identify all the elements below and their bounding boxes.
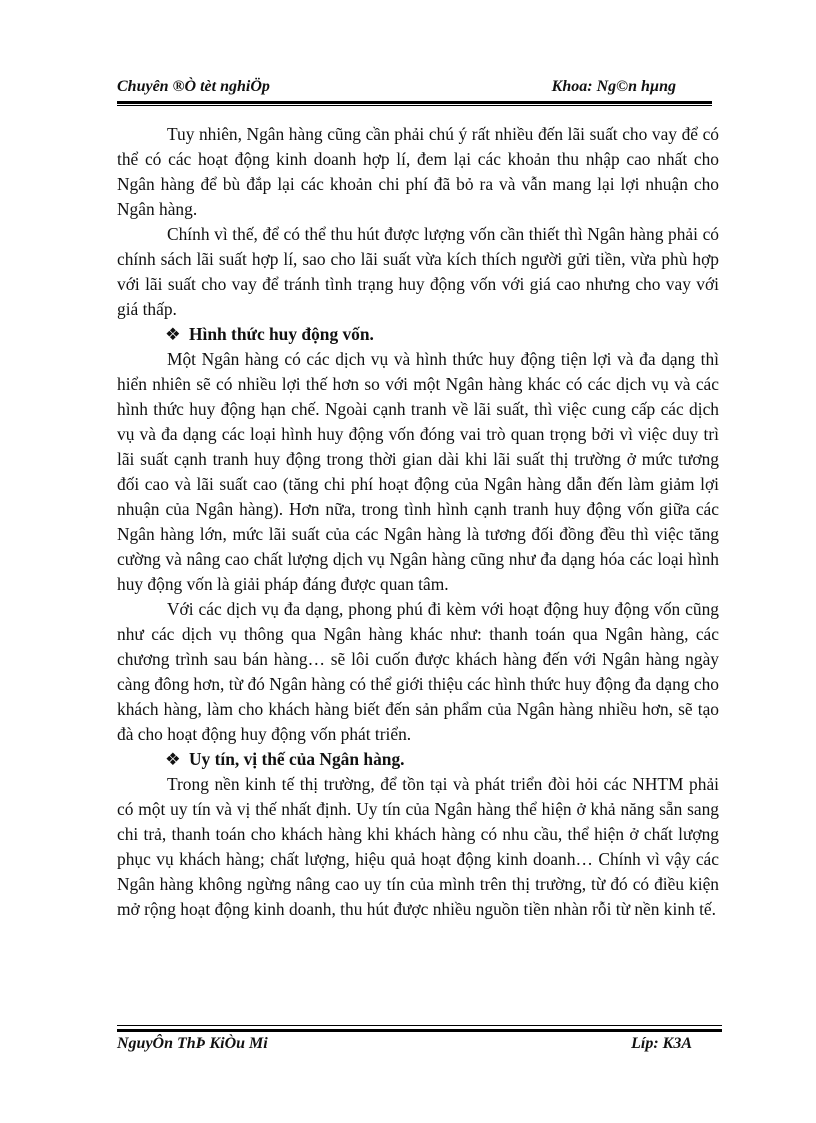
- diamond-bullet-icon: ❖: [165, 749, 181, 769]
- heading-text: Uy tín, vị thế của Ngân hàng.: [189, 749, 405, 769]
- header-rule-thin: [117, 105, 712, 106]
- section-heading-reputation: [117, 747, 719, 772]
- header-rule-thick: [117, 101, 712, 104]
- paragraph-services-diversity: Một Ngân hàng có các dịch vụ và hình thức huy động tiện lợi và đa dạng thì hiển nhiên sẽ có nhiều lợi thế hơn so với một Ngân hàng khác có các dịch vụ và các hình thức huy động hạn chế. Ngoài cạnh tranh về lãi suất, thì việc cung cấp các dịch vụ và đa dạng các loại hình huy động vốn đóng vai trò quan trọng bởi vì việc duy trì lãi suất cạnh tranh huy động trong thời gian dài khi lãi suất thị trường ở mức tương đối cao và lãi suất cao (tăng chi phí hoạt động của Ngân hàng dẫn đến làm giảm lợi nhuận của Ngân hàng). Hơn nữa, trong tình hình cạnh tranh huy động vốn giữa các Ngân hàng lớn, mức lãi suất của các Ngân hàng là tương đối đồng đều thì việc tăng cường và nâng cao chất lượng dịch vụ Ngân hàng cũng như đa dạng hóa các loại hình huy động vốn là giải pháp đáng được quan tâm.: [117, 349, 719, 594]
- paragraph-reputation: Trong nền kinh tế thị trường, để tồn tại và phát triển đòi hỏi các NHTM phải có một uy tín và vị thế nhất định. Uy tín của Ngân hàng thể hiện ở khả năng sẵn sang chi trả, thanh toán cho khách hàng khi khách hàng có nhu cầu, thể hiện ở chất lượng phục vụ khách hàng; chất lượng, hiệu quả hoạt động kinh doanh… Chính vì vậy các Ngân hàng không ngừng nâng cao uy tín của mình trên thị trường, từ đó có điều kiện mở rộng hoạt động kinh doanh, thu hút được nhiều nguồn tiền nhàn rỗi từ nền kinh tế.: [117, 774, 719, 919]
- footer-class: Líp: K3A: [631, 1035, 692, 1052]
- paragraph-interest-rate: Tuy nhiên, Ngân hàng cũng cần phải chú ý rất nhiều đến lãi suất cho vay để có thể có các hoạt động kinh doanh hợp lí, đem lại các khoản thu nhập cao nhất cho Ngân hàng để bù đắp lại các khoản chi phí đã bỏ ra và vẫn mang lại lợi nhuận cho Ngân hàng.: [117, 124, 719, 219]
- page-header: [117, 78, 712, 100]
- heading-text: Hình thức huy động vốn.: [189, 324, 374, 344]
- header-thesis-title: Chuyên ®Ò tèt nghiÖp: [117, 78, 270, 95]
- section-heading-mobilization-forms: [117, 322, 719, 347]
- diamond-bullet-icon: ❖: [165, 324, 181, 344]
- paragraph-diverse-services: Với các dịch vụ đa dạng, phong phú đi kèm với hoạt động huy động vốn cũng như các dịch vụ thông qua Ngân hàng khác như: thanh toán qua Ngân hàng, các chương trình sau bán hàng… sẽ lôi cuốn được khách hàng đến với Ngân hàng ngày càng đông hơn, từ đó Ngân hàng có thể giới thiệu các hình thức huy động đa dạng cho khách hàng, làm cho khách hàng biết đến sản phẩm của Ngân hàng nhiều hơn, sẽ tạo đà cho hoạt động huy động vốn phát triển.: [117, 599, 719, 744]
- page-footer: [117, 1035, 722, 1057]
- footer-rule-thick: [117, 1029, 722, 1032]
- header-faculty: Khoa: Ng©n hµng: [551, 78, 676, 95]
- footer-rule-thin: [117, 1025, 722, 1026]
- page-body: [117, 122, 719, 922]
- footer-author: NguyÔn ThÞ KiÒu Mi: [117, 1035, 268, 1052]
- paragraph-interest-policy: Chính vì thế, để có thể thu hút được lượng vốn cần thiết thì Ngân hàng phải có chính sách lãi suất hợp lí, sao cho lãi suất vừa kích thích người gửi tiền, vừa phù hợp với lãi suất cho vay để tránh tình trạng huy động vốn với giá cao nhưng cho vay với giá thấp.: [117, 224, 719, 319]
